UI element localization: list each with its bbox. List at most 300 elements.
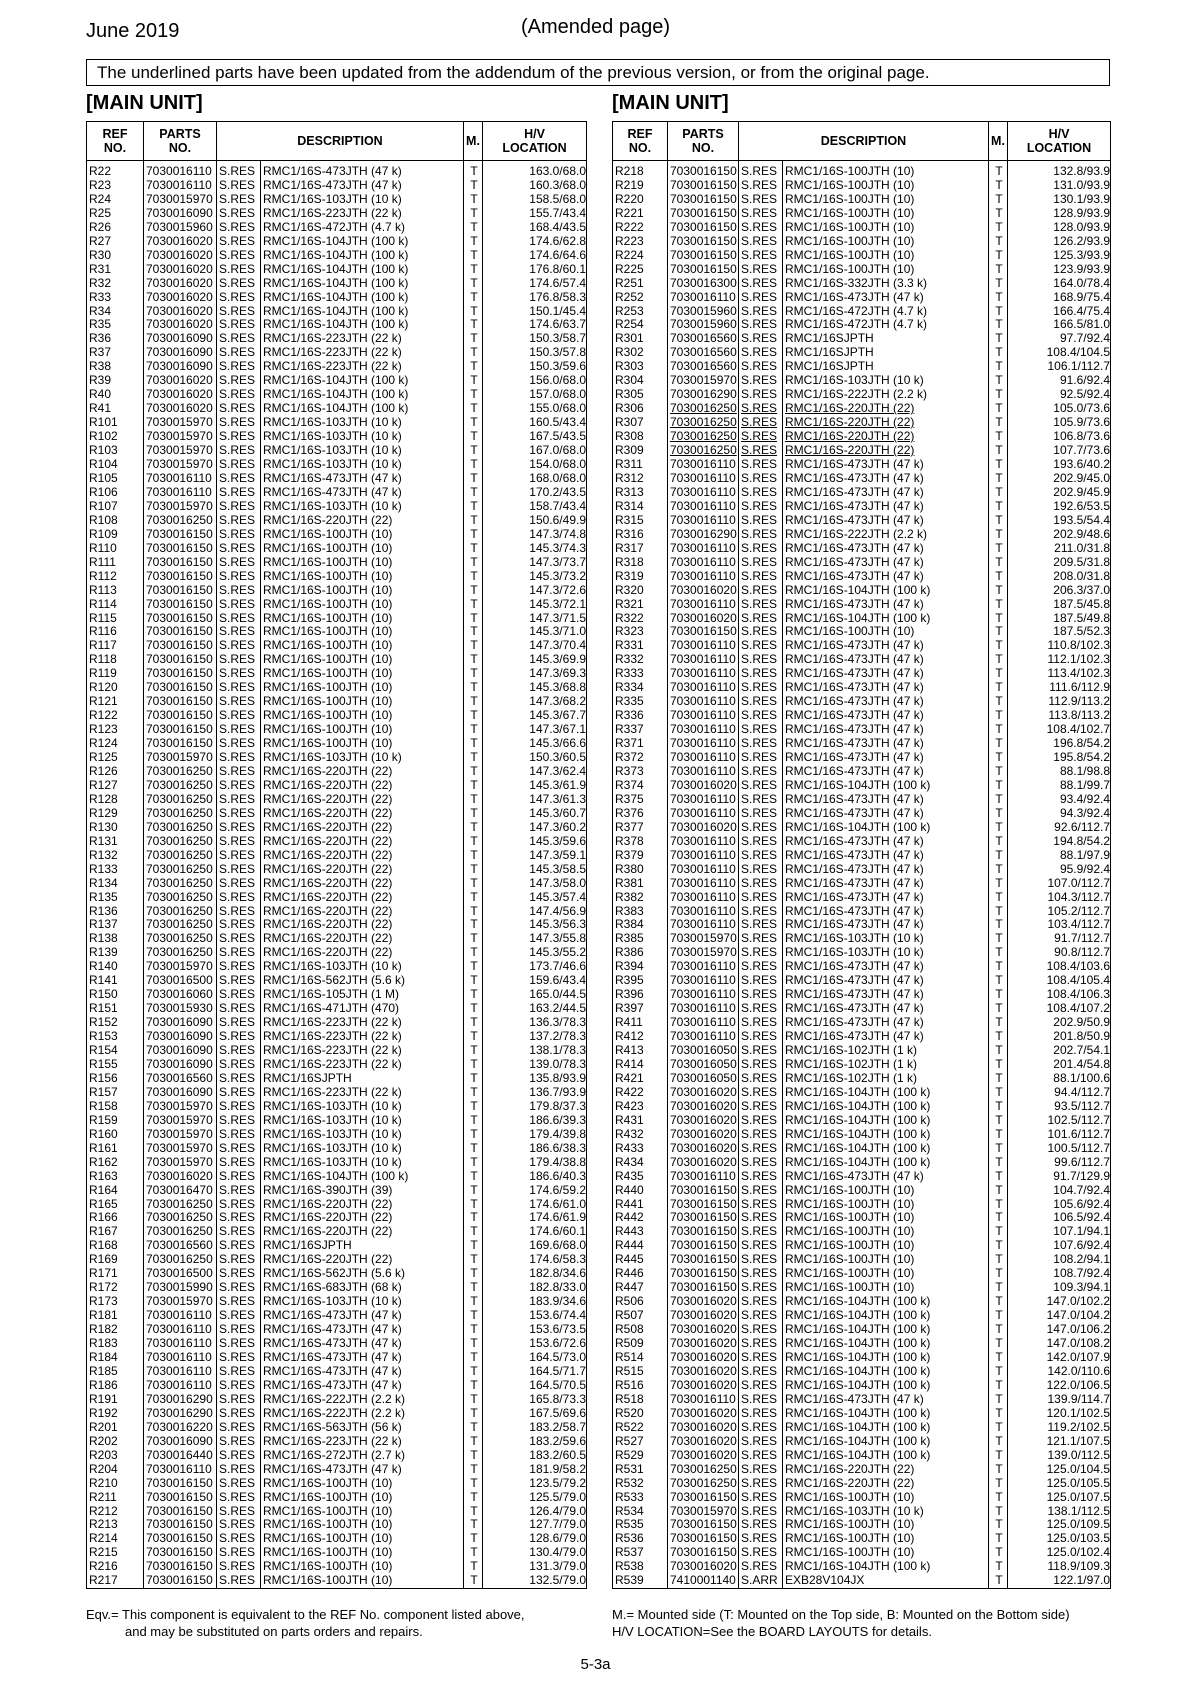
hv-location: 145.3/61.9 [483, 779, 587, 793]
part-description: RMC1/16S-220JTH (22) [261, 863, 464, 877]
part-description: RMC1/16S-103JTH (10 k) [261, 1142, 464, 1156]
part-type: S.RES [739, 332, 783, 346]
part-description: RMC1/16S-104JTH (100 k) [783, 1560, 989, 1574]
hv-location: 108.4/107.2 [1008, 1002, 1111, 1016]
part-type: S.RES [739, 388, 783, 402]
part-type: S.RES [217, 179, 261, 193]
mounted-side: T [464, 542, 483, 556]
mounted-side: T [989, 249, 1008, 263]
table-row [613, 374, 1111, 388]
part-description: RMC1/16S-103JTH (10 k) [261, 458, 464, 472]
part-description: RMC1/16S-220JTH (22) [261, 765, 464, 779]
part-type: S.RES [739, 695, 783, 709]
part-description: RMC1/16S-100JTH (10) [261, 1505, 464, 1519]
table-row [613, 263, 1111, 277]
mounted-side: T [989, 584, 1008, 598]
ref-no: R184 [87, 1351, 144, 1365]
table-row [87, 1058, 587, 1072]
ref-no: R506 [613, 1295, 668, 1309]
hv-location: 145.3/73.2 [483, 570, 587, 584]
ref-no: R536 [613, 1532, 668, 1546]
part-description: RMC1/16S-473JTH (47 k) [783, 835, 989, 849]
hv-location: 108.4/105.4 [1008, 974, 1111, 988]
part-description: RMC1/16S-473JTH (47 k) [783, 1030, 989, 1044]
mounted-side: T [989, 388, 1008, 402]
part-no: 7030016020 [144, 318, 217, 332]
part-description: RMC1/16S-104JTH (100 k) [783, 1449, 989, 1463]
mounted-side: T [464, 863, 483, 877]
part-no: 7030016110 [668, 556, 739, 570]
table-row [613, 388, 1111, 402]
mounted-side: T [989, 1463, 1008, 1477]
part-type: S.RES [739, 960, 783, 974]
table-row [613, 863, 1111, 877]
hv-location: 103.4/112.7 [1008, 918, 1111, 932]
mounted-side: T [464, 1379, 483, 1393]
hv-location: 170.2/43.5 [483, 486, 587, 500]
mounted-side: T [464, 974, 483, 988]
section-title-right: [MAIN UNIT] [612, 92, 729, 114]
ref-no: R204 [87, 1463, 144, 1477]
table-row [87, 235, 587, 249]
part-description: RMC1/16S-100JTH (10) [783, 249, 989, 263]
ref-no: R431 [613, 1114, 668, 1128]
hv-location: 196.8/54.2 [1008, 737, 1111, 751]
hv-location: 108.7/92.4 [1008, 1267, 1111, 1281]
part-type: S.RES [217, 737, 261, 751]
part-no: 7030016150 [668, 221, 739, 235]
part-description: RMC1/16S-223JTH (22 k) [261, 1016, 464, 1030]
part-type: S.RES [217, 458, 261, 472]
part-type: S.RES [217, 1058, 261, 1072]
part-description: RMC1/16S-473JTH (47 k) [783, 472, 989, 486]
ref-no: R537 [613, 1546, 668, 1560]
table-row [87, 249, 587, 263]
part-type: S.RES [217, 1170, 261, 1184]
part-description: RMC1/16S-104JTH (100 k) [261, 249, 464, 263]
part-no: 7030016110 [144, 179, 217, 193]
hv-location: 107.0/112.7 [1008, 877, 1111, 891]
hv-location: 125.0/104.5 [1008, 1463, 1111, 1477]
mounted-side: T [464, 1518, 483, 1532]
part-description: RMC1/16S-473JTH (47 k) [783, 639, 989, 653]
table-row [613, 1421, 1111, 1435]
part-type: S.RES [739, 1114, 783, 1128]
mounted-side: T [464, 653, 483, 667]
hv-location: 153.6/73.5 [483, 1323, 587, 1337]
part-no: 7030015970 [668, 946, 739, 960]
part-description: RMC1/16S-472JTH (4.7 k) [783, 305, 989, 319]
ref-no: R508 [613, 1323, 668, 1337]
table-row [613, 1518, 1111, 1532]
part-no: 7030016110 [144, 161, 217, 179]
hv-location: 127.7/79.0 [483, 1518, 587, 1532]
ref-no: R373 [613, 765, 668, 779]
mounted-side: T [464, 1449, 483, 1463]
ref-no: R215 [87, 1546, 144, 1560]
mounted-side: T [989, 1323, 1008, 1337]
table-row [613, 639, 1111, 653]
part-type: S.RES [739, 598, 783, 612]
ref-no: R122 [87, 709, 144, 723]
mounted-side: T [464, 500, 483, 514]
part-type: S.RES [217, 1365, 261, 1379]
mounted-side: T [464, 891, 483, 905]
hv-location: 145.3/69.9 [483, 653, 587, 667]
part-type: S.RES [739, 1393, 783, 1407]
mounted-side: T [989, 1225, 1008, 1239]
ref-no: R372 [613, 751, 668, 765]
hv-location: 167.5/69.6 [483, 1407, 587, 1421]
table-row [87, 988, 587, 1002]
part-no: 7030016250 [668, 1463, 739, 1477]
ref-no: R123 [87, 723, 144, 737]
ref-no: R225 [613, 263, 668, 277]
part-description: RMC1/16S-103JTH (10 k) [261, 444, 464, 458]
part-type: S.RES [217, 556, 261, 570]
hv-location: 163.0/68.0 [483, 161, 587, 179]
ref-no: R155 [87, 1058, 144, 1072]
ref-no: R151 [87, 1002, 144, 1016]
ref-no: R443 [613, 1225, 668, 1239]
mounted-side: T [464, 1323, 483, 1337]
part-type: S.RES [739, 374, 783, 388]
table-row [87, 360, 587, 374]
part-description: RMC1/16S-220JTH (22) [261, 835, 464, 849]
part-no: 7030016150 [668, 1518, 739, 1532]
part-no: 7030016110 [668, 737, 739, 751]
ref-no: R136 [87, 905, 144, 919]
part-type: S.RES [217, 1532, 261, 1546]
hv-location: 179.8/37.3 [483, 1100, 587, 1114]
part-description: RMC1/16S-104JTH (100 k) [261, 388, 464, 402]
part-description: RMC1/16S-473JTH (47 k) [261, 1337, 464, 1351]
table-row [87, 974, 587, 988]
ref-no: R117 [87, 639, 144, 653]
part-description: RMC1/16S-100JTH (10) [261, 1518, 464, 1532]
part-type: S.RES [217, 305, 261, 319]
mounted-side: T [464, 416, 483, 430]
part-description: RMC1/16S-220JTH (22) [783, 1463, 989, 1477]
hv-location: 100.5/112.7 [1008, 1142, 1111, 1156]
ref-no: R165 [87, 1198, 144, 1212]
part-description: RMC1/16S-220JTH (22) [783, 444, 989, 458]
part-type: S.RES [217, 528, 261, 542]
ref-no: R105 [87, 472, 144, 486]
table-row [613, 1546, 1111, 1560]
part-no: 7030016150 [144, 1518, 217, 1532]
hv-location: 111.6/112.9 [1008, 681, 1111, 695]
hv-location: 150.3/59.6 [483, 360, 587, 374]
mounted-side: T [989, 1546, 1008, 1560]
hv-location: 110.8/102.3 [1008, 639, 1111, 653]
part-no: 7030016020 [668, 1142, 739, 1156]
part-description: RMC1/16S-473JTH (47 k) [783, 1016, 989, 1030]
part-no: 7030015970 [144, 1156, 217, 1170]
part-description: RMC1/16SJPTH [783, 332, 989, 346]
mounted-side: T [464, 221, 483, 235]
table-row [613, 1449, 1111, 1463]
hv-location: 147.3/55.8 [483, 932, 587, 946]
ref-no: R442 [613, 1211, 668, 1225]
part-type: S.RES [217, 765, 261, 779]
ref-no: R101 [87, 416, 144, 430]
mounted-side: T [464, 1225, 483, 1239]
table-row [613, 1435, 1111, 1449]
table-row [87, 1156, 587, 1170]
mounted-side: T [989, 1114, 1008, 1128]
hv-location: 105.0/73.6 [1008, 402, 1111, 416]
hv-location: 132.8/93.9 [1008, 161, 1111, 179]
part-type: S.RES [739, 1491, 783, 1505]
hv-location: 145.3/60.7 [483, 807, 587, 821]
ref-no: R203 [87, 1449, 144, 1463]
part-description: RMC1/16S-103JTH (10 k) [261, 430, 464, 444]
part-description: RMC1/16S-104JTH (100 k) [261, 1170, 464, 1184]
hv-location: 125.0/103.5 [1008, 1532, 1111, 1546]
table-row [87, 1211, 587, 1225]
mounted-side: T [989, 1267, 1008, 1281]
hv-location: 202.7/54.1 [1008, 1044, 1111, 1058]
table-row [87, 1407, 587, 1421]
table-row [87, 793, 587, 807]
hv-location: 131.0/93.9 [1008, 179, 1111, 193]
part-type: S.RES [217, 1379, 261, 1393]
ref-no: R321 [613, 598, 668, 612]
part-description: RMC1/16S-220JTH (22) [261, 793, 464, 807]
mounted-side: T [989, 779, 1008, 793]
ref-no: R309 [613, 444, 668, 458]
part-no: 7030016020 [668, 1156, 739, 1170]
part-description: RMC1/16S-103JTH (10 k) [261, 500, 464, 514]
table-row [87, 1030, 587, 1044]
mounted-side: T [989, 1560, 1008, 1574]
update-notice: The underlined parts have been updated from the addendum of the previous version, or from the original page. [86, 59, 1110, 86]
table-row [613, 1379, 1111, 1393]
table-row [613, 1086, 1111, 1100]
mounted-side: T [989, 1128, 1008, 1142]
hv-location: 182.8/34.6 [483, 1267, 587, 1281]
ref-no: R532 [613, 1477, 668, 1491]
ref-no: R164 [87, 1184, 144, 1198]
table-row [613, 1337, 1111, 1351]
part-no: 7030016020 [144, 388, 217, 402]
part-no: 7030016090 [144, 1016, 217, 1030]
table-row [87, 1505, 587, 1519]
part-no: 7030016110 [668, 291, 739, 305]
hv-location: 88.1/97.9 [1008, 849, 1111, 863]
hv-location: 147.0/108.2 [1008, 1337, 1111, 1351]
ref-no: R520 [613, 1407, 668, 1421]
part-no: 7030015990 [144, 1281, 217, 1295]
table-row [613, 1295, 1111, 1309]
part-description: RMC1/16S-104JTH (100 k) [783, 1351, 989, 1365]
part-description: RMC1/16S-104JTH (100 k) [783, 584, 989, 598]
mounted-side: T [464, 430, 483, 444]
part-type: S.RES [217, 835, 261, 849]
ref-no: R332 [613, 653, 668, 667]
hv-location: 105.6/92.4 [1008, 1198, 1111, 1212]
part-description: RMC1/16S-220JTH (22) [261, 932, 464, 946]
mounted-side: T [464, 932, 483, 946]
table-row [87, 263, 587, 277]
table-row [613, 1351, 1111, 1365]
part-no: 7030015970 [144, 1295, 217, 1309]
part-type: S.RES [739, 1267, 783, 1281]
part-description: RMC1/16S-103JTH (10 k) [261, 1100, 464, 1114]
part-no: 7030016110 [668, 877, 739, 891]
part-description: RMC1/16S-223JTH (22 k) [261, 1044, 464, 1058]
table-row [613, 974, 1111, 988]
table-row [87, 807, 587, 821]
part-type: S.RES [739, 974, 783, 988]
part-type: S.RES [739, 863, 783, 877]
part-no: 7030016150 [668, 249, 739, 263]
part-no: 7030016110 [668, 835, 739, 849]
table-row [87, 905, 587, 919]
hv-location: 122.0/106.5 [1008, 1379, 1111, 1393]
mounted-side: T [464, 1184, 483, 1198]
table-row [613, 542, 1111, 556]
mounted-side: T [989, 960, 1008, 974]
part-no: 7030016250 [144, 946, 217, 960]
part-type: S.RES [217, 1574, 261, 1588]
hv-location: 181.9/58.2 [483, 1463, 587, 1477]
header-date: June 2019 [86, 20, 180, 42]
part-description: RMC1/16S-100JTH (10) [261, 528, 464, 542]
hv-location: 142.0/110.6 [1008, 1365, 1111, 1379]
part-no: 7030016290 [668, 388, 739, 402]
part-no: 7030016150 [144, 681, 217, 695]
table-row [613, 1239, 1111, 1253]
table-row [613, 737, 1111, 751]
ref-no: R172 [87, 1281, 144, 1295]
ref-no: R214 [87, 1532, 144, 1546]
part-no: 7030015970 [144, 1128, 217, 1142]
part-type: S.RES [739, 1239, 783, 1253]
part-type: S.RES [217, 374, 261, 388]
table-row [87, 318, 587, 332]
mounted-side: T [989, 1142, 1008, 1156]
ref-no: R112 [87, 570, 144, 584]
hv-location: 174.6/61.9 [483, 1211, 587, 1225]
ref-no: R118 [87, 653, 144, 667]
mounted-side: T [464, 1407, 483, 1421]
part-no: 7030016020 [668, 1365, 739, 1379]
hv-location: 173.7/46.6 [483, 960, 587, 974]
part-description: RMC1/16S-103JTH (10 k) [261, 193, 464, 207]
mounted-side: T [464, 1281, 483, 1295]
ref-no: R220 [613, 193, 668, 207]
part-no: 7030015970 [668, 932, 739, 946]
mounted-side: T [989, 1281, 1008, 1295]
part-type: S.RES [739, 1546, 783, 1560]
table-row [87, 1142, 587, 1156]
table-row [87, 1016, 587, 1030]
part-description: RMC1/16S-473JTH (47 k) [783, 667, 989, 681]
part-no: 7030016020 [144, 402, 217, 416]
part-no: 7030015970 [144, 430, 217, 444]
hv-location: 120.1/102.5 [1008, 1407, 1111, 1421]
mounted-side: T [464, 161, 483, 179]
part-description: RMC1/16S-220JTH (22) [261, 849, 464, 863]
ref-no: R111 [87, 556, 144, 570]
ref-no: R379 [613, 849, 668, 863]
part-type: S.RES [739, 723, 783, 737]
table-row [87, 1281, 587, 1295]
part-description: RMC1/16S-100JTH (10) [783, 179, 989, 193]
part-type: S.RES [739, 807, 783, 821]
hv-location: 112.1/102.3 [1008, 653, 1111, 667]
part-description: RMC1/16S-100JTH (10) [261, 681, 464, 695]
table-row [87, 779, 587, 793]
mounted-side: T [464, 1309, 483, 1323]
ref-no: R192 [87, 1407, 144, 1421]
part-description: RMC1/16S-473JTH (47 k) [261, 1323, 464, 1337]
part-description: RMC1/16S-100JTH (10) [261, 556, 464, 570]
mounted-side: T [464, 598, 483, 612]
ref-no: R412 [613, 1030, 668, 1044]
part-no: 7030016560 [144, 1072, 217, 1086]
part-type: S.RES [217, 1142, 261, 1156]
ref-no: R395 [613, 974, 668, 988]
part-type: S.RES [217, 877, 261, 891]
table-row [613, 1058, 1111, 1072]
table-row [87, 1435, 587, 1449]
part-no: 7030015970 [668, 374, 739, 388]
col-location: H/V LOCATION [483, 122, 587, 161]
mounted-side: T [989, 681, 1008, 695]
part-description: RMC1/16S-220JTH (22) [783, 1477, 989, 1491]
part-no: 7030016020 [668, 1407, 739, 1421]
part-no: 7030016150 [668, 1198, 739, 1212]
part-no: 7030016020 [668, 821, 739, 835]
mounted-side: T [464, 374, 483, 388]
table-row [87, 500, 587, 514]
mounted-side: T [464, 1114, 483, 1128]
table-row [87, 765, 587, 779]
ref-no: R516 [613, 1379, 668, 1393]
table-row [87, 612, 587, 626]
table-row [613, 1407, 1111, 1421]
part-no: 7030016150 [668, 235, 739, 249]
hv-location: 201.8/50.9 [1008, 1030, 1111, 1044]
hv-location: 174.6/64.6 [483, 249, 587, 263]
part-no: 7030016150 [144, 1546, 217, 1560]
table-row [613, 235, 1111, 249]
hv-location: 147.3/67.1 [483, 723, 587, 737]
part-no: 7030015960 [668, 305, 739, 319]
table-row [613, 1156, 1111, 1170]
ref-no: R153 [87, 1030, 144, 1044]
ref-no: R396 [613, 988, 668, 1002]
part-description: RMC1/16S-100JTH (10) [261, 570, 464, 584]
table-row [613, 570, 1111, 584]
part-type: S.RES [739, 402, 783, 416]
part-no: 7030016050 [668, 1058, 739, 1072]
mounted-side: T [989, 161, 1008, 179]
hv-location: 88.1/99.7 [1008, 779, 1111, 793]
mounted-side: T [989, 277, 1008, 291]
part-type: S.RES [217, 863, 261, 877]
part-type: S.RES [739, 360, 783, 374]
part-description: RMC1/16S-104JTH (100 k) [261, 305, 464, 319]
part-type: S.RES [217, 1421, 261, 1435]
table-row [87, 305, 587, 319]
table-row [87, 1379, 587, 1393]
ref-no: R134 [87, 877, 144, 891]
part-type: S.RES [217, 1239, 261, 1253]
